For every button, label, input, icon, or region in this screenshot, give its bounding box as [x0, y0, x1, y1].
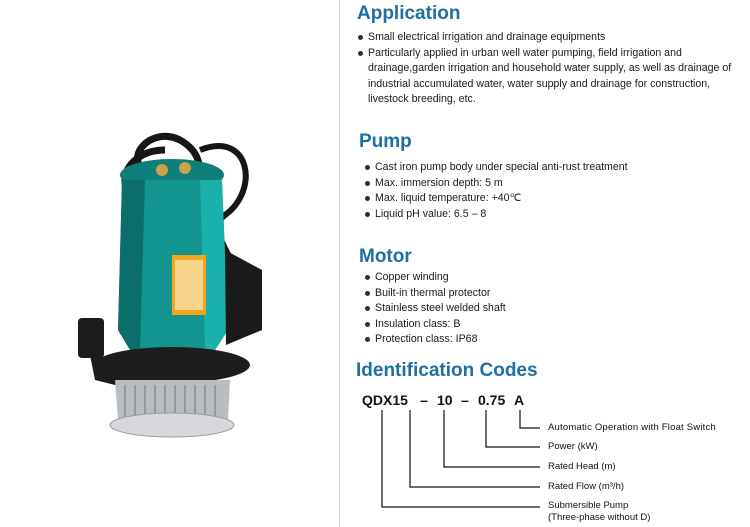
code-power: 0.75 — [478, 392, 506, 408]
list-item: Particularly applied in urban well water pumping, field irrigation and drainage,garden irrigation and household water supply, as well as drainage of industrial accumulated water, water supply and drainage for construction, livestock breeding, etc. — [357, 46, 737, 108]
product-photo-panel — [0, 0, 340, 527]
code-dash: – — [420, 392, 428, 408]
list-item: Protection class: IP68 — [364, 332, 724, 348]
label-submersible-pump: Submersible Pump — [548, 500, 629, 511]
list-item: Stainless steel welded shaft — [364, 301, 724, 317]
list-item: Liquid pH value: 6.5 – 8 — [364, 207, 724, 223]
application-list — [357, 30, 737, 108]
label-rated-head: Rated Head (m) — [548, 461, 616, 472]
label-rated-flow: Rated Flow (m³/h) — [548, 481, 625, 492]
list-item: Built-in thermal protector — [364, 286, 724, 302]
list-item: Max. liquid temperature: +40℃ — [364, 191, 724, 207]
code-dash: – — [461, 392, 469, 408]
motor-heading: Motor — [359, 246, 412, 267]
pump-list — [364, 160, 724, 222]
submersible-pump-image — [0, 0, 340, 527]
identification-heading: Identification Codes — [356, 360, 538, 381]
code-head: 10 — [437, 392, 453, 408]
list-item: Insulation class: B — [364, 317, 724, 333]
application-heading: Application — [357, 3, 461, 24]
code-suffix: A — [514, 392, 525, 408]
list-item: Max. immersion depth: 5 m — [364, 176, 724, 192]
code-diagram-lines — [340, 380, 740, 527]
list-item: Copper winding — [364, 270, 724, 286]
motor-list — [364, 270, 724, 348]
label-three-phase: (Three-phase without D) — [548, 512, 651, 523]
label-automatic-float-switch: Automatic Operation with Float Switch — [548, 422, 716, 433]
list-item: Small electrical irrigation and drainage equipments — [357, 30, 737, 46]
label-power: Power (kW) — [548, 441, 598, 452]
code-model: QDX15 — [362, 392, 408, 408]
pump-heading: Pump — [359, 131, 412, 152]
list-item: Cast iron pump body under special anti-rust treatment — [364, 160, 724, 176]
